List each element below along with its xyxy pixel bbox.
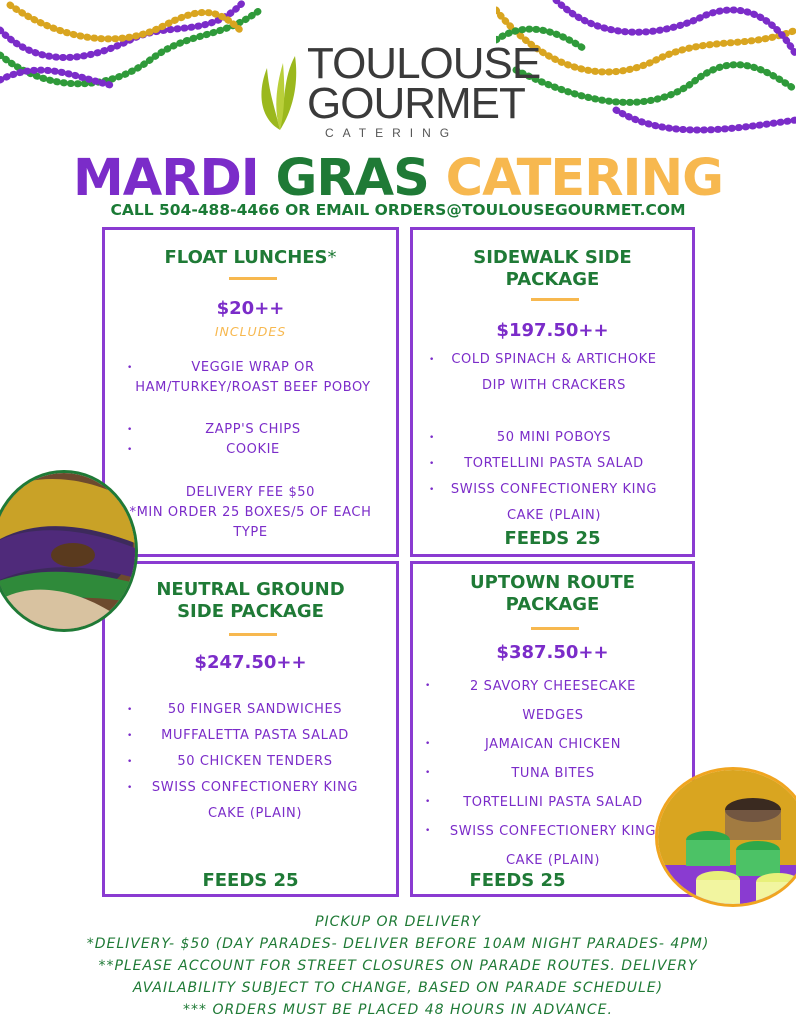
minimum-order-note: *MIN ORDER 25 BOXES/5 OF EACH TYPE: [129, 505, 372, 540]
footer-line: AVAILABILITY SUBJECT TO CHANGE, BASED ON PARADE SCHEDULE): [132, 980, 664, 996]
list-item: [425, 730, 681, 759]
mardi-gras-beads-left: [0, 0, 270, 95]
bullet-icon: •: [425, 826, 431, 836]
title-divider: [229, 633, 277, 636]
item-text: JAMAICAN CHICKEN: [484, 737, 622, 752]
bullet-icon: •: [425, 797, 431, 807]
item-text: 50 MINI POBOYS: [496, 430, 612, 445]
delivery-fee-note: DELIVERY FEE $50: [185, 485, 316, 500]
list-item: [425, 788, 681, 817]
list-item: [425, 672, 681, 730]
menu-item-list: [425, 672, 681, 875]
list-item: [429, 477, 679, 529]
title-divider: [531, 298, 579, 301]
item-text: MUFFALETTA PASTA SALAD: [161, 728, 349, 743]
uptown-route-package-panel: [410, 561, 695, 897]
list-item: [127, 697, 383, 723]
title-word-mardi: MARDI: [72, 149, 259, 208]
page-title: [0, 150, 796, 208]
panel-title-text: FLOAT LUNCHES: [164, 247, 328, 268]
company-logo: [255, 39, 541, 140]
item-text: TUNA BITES: [511, 766, 595, 781]
title-word-catering: CATERING: [445, 149, 724, 208]
item-text: 50 CHICKEN TENDERS: [177, 754, 333, 769]
panel-title: UPTOWN ROUTE PACKAGE: [470, 572, 635, 615]
list-item: [429, 425, 679, 451]
item-text: COOKIE: [226, 442, 280, 457]
package-price: $247.50++: [194, 652, 307, 673]
feeds-count: FEEDS 25: [202, 870, 299, 891]
package-price: $387.50++: [496, 642, 609, 663]
jello-shots-image: [658, 770, 796, 904]
item-text: SWISS CONFECTIONERY KING CAKE (PLAIN): [450, 482, 658, 523]
bullet-icon: •: [429, 355, 435, 365]
package-price: $197.50++: [496, 320, 609, 341]
logo-text-toulouse: TOULOUSE: [307, 39, 541, 88]
title-divider: [229, 277, 277, 280]
list-item: [425, 817, 681, 875]
list-item: [129, 440, 377, 460]
list-item: [425, 759, 681, 788]
menu-item-list: [129, 358, 377, 460]
item-text: COLD SPINACH & ARTICHOKE DIP WITH CRACKERS: [451, 352, 657, 393]
bullet-icon: •: [425, 739, 431, 749]
footer-line: **PLEASE ACCOUNT FOR STREET CLOSURES ON PARADE ROUTES. DELIVERY: [98, 958, 698, 974]
item-text: SWISS CONFECTIONERY KING CAKE (PLAIN): [151, 780, 359, 821]
title-asterisk: *: [327, 247, 337, 268]
includes-label: INCLUDES: [214, 324, 287, 339]
bullet-icon: •: [127, 783, 133, 793]
footer-line: PICKUP OR DELIVERY: [315, 914, 481, 930]
item-text: TORTELLINI PASTA SALAD: [464, 456, 644, 471]
neutral-ground-package-panel: [102, 561, 399, 897]
bullet-icon: •: [127, 731, 133, 741]
float-lunches-panel: [102, 227, 399, 557]
item-text: SWISS CONFECTIONERY KING CAKE (PLAIN): [449, 824, 657, 868]
item-text: 2 SAVORY CHEESECAKE WEDGES: [470, 679, 636, 723]
menu-item-list: [429, 347, 679, 529]
panel-title: NEUTRAL GROUND SIDE PACKAGE: [156, 579, 345, 622]
bullet-icon: •: [127, 445, 133, 455]
panel-title: [105, 247, 396, 269]
bullet-icon: •: [127, 425, 133, 435]
title-word-gras: GRAS: [275, 149, 429, 208]
list-item: [127, 775, 383, 827]
list-item: [429, 347, 679, 425]
menu-item-list: [127, 697, 383, 827]
footer-line: *** ORDERS MUST BE PLACED 48 HOURS IN ADVANCE.: [183, 1002, 613, 1018]
list-item: [127, 723, 383, 749]
list-item: [127, 749, 383, 775]
king-cake-image: [0, 473, 135, 629]
item-text: ZAPP'S CHIPS: [205, 422, 301, 437]
title-divider: [531, 627, 579, 630]
footer-line: *DELIVERY- $50 (DAY PARADES- DELIVER BEFORE 10AM NIGHT PARADES- 4PM): [86, 936, 710, 952]
package-price: $20++: [216, 298, 285, 319]
contact-line: CALL 504-488-4466 OR EMAIL ORDERS@TOULOUSEGOURMET.COM: [110, 201, 686, 219]
feeds-count: FEEDS 25: [469, 870, 566, 891]
item-text: TORTELLINI PASTA SALAD: [463, 795, 643, 810]
logo-text-catering: CATERING: [325, 126, 459, 140]
list-item: [129, 420, 377, 440]
list-item: [129, 358, 377, 420]
item-text: VEGGIE WRAP OR HAM/TURKEY/ROAST BEEF POBOY: [135, 360, 371, 395]
leaf-logo-icon: [255, 48, 305, 133]
bullet-icon: •: [127, 363, 133, 373]
logo-text-gourmet: GOURMET: [307, 79, 525, 128]
panel-title: SIDEWALK SIDE PACKAGE: [473, 247, 632, 290]
bullet-icon: •: [127, 705, 133, 715]
mardi-gras-beads-right: [496, 0, 796, 140]
item-text: 50 FINGER SANDWICHES: [167, 702, 343, 717]
sidewalk-side-package-panel: [410, 227, 695, 557]
feeds-count: FEEDS 25: [504, 528, 601, 549]
bullet-icon: •: [127, 757, 133, 767]
bullet-icon: •: [429, 433, 435, 443]
order-notes-footer: [0, 911, 796, 1021]
bullet-icon: •: [425, 681, 431, 691]
bullet-icon: •: [429, 485, 435, 495]
list-item: [429, 451, 679, 477]
bullet-icon: •: [425, 768, 431, 778]
bullet-icon: •: [429, 459, 435, 469]
